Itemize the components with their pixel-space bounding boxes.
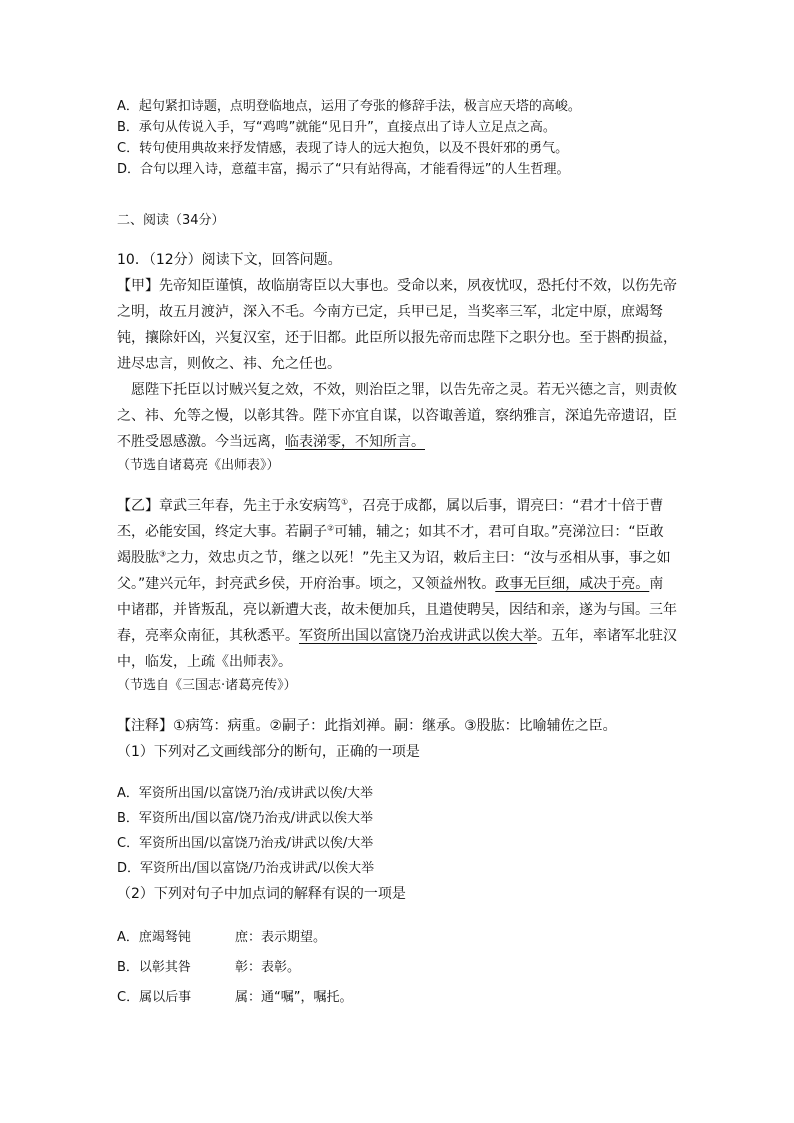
spacer: [117, 765, 677, 781]
passage-jia-source: （节选自诸葛亮《出师表》）: [117, 458, 280, 473]
q10-2-options: [117, 923, 677, 1013]
q10-2-option-b-explain: 彰：表彰。: [235, 960, 301, 975]
passage-yi-text-2: ，召亮于成都，属以后事，谓亮曰：“君才十倍于曹丕，必能安国，终定大事。若嗣子: [117, 498, 664, 540]
passage-yi-text-3: 可辅，辅之；如其不才，君可自取。”亮涕泣曰：“臣敢竭股肱: [117, 524, 664, 566]
passage-yi-text-6: 。五年，率诸军北驻汉中，临发，上疏《出师表》。: [117, 628, 677, 670]
spacer: [117, 477, 677, 493]
q9-option-c: C．转句使用典故来抒发情感，表现了诗人的远大抱负，以及不畏奸邪的勇气。: [117, 141, 569, 156]
spacer: [117, 907, 677, 923]
q10-2-option-c: [117, 983, 677, 1013]
passage-yi-source: （节选自《三国志·诸葛亮传》）: [117, 678, 297, 693]
exam-page: [117, 96, 677, 1013]
section-title: 二、阅读（34分）: [117, 213, 225, 228]
q10-2-prompt: （2）下列对句子中加点词的解释有误的一项是: [117, 886, 406, 902]
q9-option-a: A．起句紧扣诗题，点明登临地点，运用了夸张的修辞手法，极言应天塔的高峻。: [117, 99, 581, 114]
passage-jia-p2-text: 愿陛下托臣以讨贼兴复之效，不效，则治臣之罪，以告先帝之灵。若无兴德之言，则责攸之、祎、允等之慢，以彰其咎。陛下亦宜自谋，以咨诹善道，察纳雅言，深追先帝遗诏，臣不胜受恩感激。今当远离，: [117, 382, 677, 450]
q10-1-option-a: A．军资所出国/以富饶乃治/戎讲武以俟/大举: [117, 786, 374, 801]
q10-2-option-a-explain: 庶：表示期望。: [235, 930, 327, 945]
note-marker-1: ①: [341, 497, 349, 507]
note-marker-3: ③: [159, 549, 167, 559]
passage-yi: [117, 493, 677, 675]
q9-option-d: D．合句以理入诗，意蕴丰富，揭示了“只有站得高，才能看得远”的人生哲理。: [117, 162, 570, 177]
passage-yi-text-5: 南中诸郡，并皆叛乱，亮以新遭大丧，故未便加兵，且遣使聘吴，因结和亲，遂为与国。三年春，亮率众南征，其秋悉平。: [117, 576, 677, 644]
passage-jia-p2: [117, 377, 677, 455]
q10-1-option-b: B．军资所出/国以富/饶乃治戎/讲武以俟大举: [117, 811, 374, 826]
spacer: [117, 697, 677, 713]
passage-yi-underline-2: 军资所出国以富饶乃治戎讲武以俟大举: [299, 628, 537, 644]
q10-2-option-a: [117, 923, 677, 953]
annotations: 【注释】①病笃：病重。②嗣子：此指刘禅。嗣：继承。③股肱：比喻辅佐之臣。: [117, 718, 617, 734]
q10-1-options: [117, 781, 677, 881]
q10-1-prompt: （1）下列对乙文画线部分的断句，正确的一项是: [117, 744, 420, 760]
q10-title: 10．（12分）阅读下文，回答问题。: [117, 252, 342, 268]
spacer: [117, 231, 677, 247]
q10-1-option-d: D．军资所出/国以富饶/乃治戎讲武/以俟大举: [117, 861, 375, 876]
q9-option-b: B．承句从传说入手，写“鸡鸣”就能“见日升”，直接点出了诗人立足点之高。: [117, 120, 556, 135]
q10-1-option-c: C．军资所出国/以富饶乃治戎/讲武以俟/大举: [117, 836, 374, 851]
q10-2-option-c-explain: 属：通“嘱”，嘱托。: [235, 990, 353, 1005]
passage-jia-p1: 【甲】先帝知臣谨慎，故临崩寄臣以大事也。受命以来，夙夜忧叹，恐托付不效，以伤先帝之明，故五月渡泸，深入不毛。今南方已定，兵甲已足，当奖率三军，北定中原，庶竭驽钝，攘除奸凶，兴复汉室，还于旧都。此臣所以报先帝而忠陛下之职分也。至于斟酌损益，进尽忠言，则攸之、祎、允之任也。: [117, 278, 677, 372]
q10-2-option-b-phrase: B．以彰其咎: [117, 960, 191, 975]
passage-yi-underline-1: 政事无巨细，咸决于亮。: [495, 576, 650, 592]
note-marker-2: ②: [327, 523, 335, 533]
spacer: [117, 180, 677, 210]
passage-jia-underline: 临表涕零，不知所言。: [285, 434, 425, 450]
q9-options: [117, 96, 677, 180]
q10-2-option-a-phrase: A．庶竭驽钝: [117, 930, 191, 945]
passage-yi-text-1: 【乙】章武三年春，先主于永安病笃: [117, 498, 341, 514]
q10-2-option-c-phrase: C．属以后事: [117, 990, 192, 1005]
q10-2-option-b: [117, 953, 677, 983]
passage-yi-text-4: 之力，效忠贞之节，继之以死！”先主又为诏，敕后主曰：“汝与丞相从事，事之如父。”建兴元年，封亮武乡侯，开府治事。顷之，又领益州牧。: [117, 550, 671, 592]
